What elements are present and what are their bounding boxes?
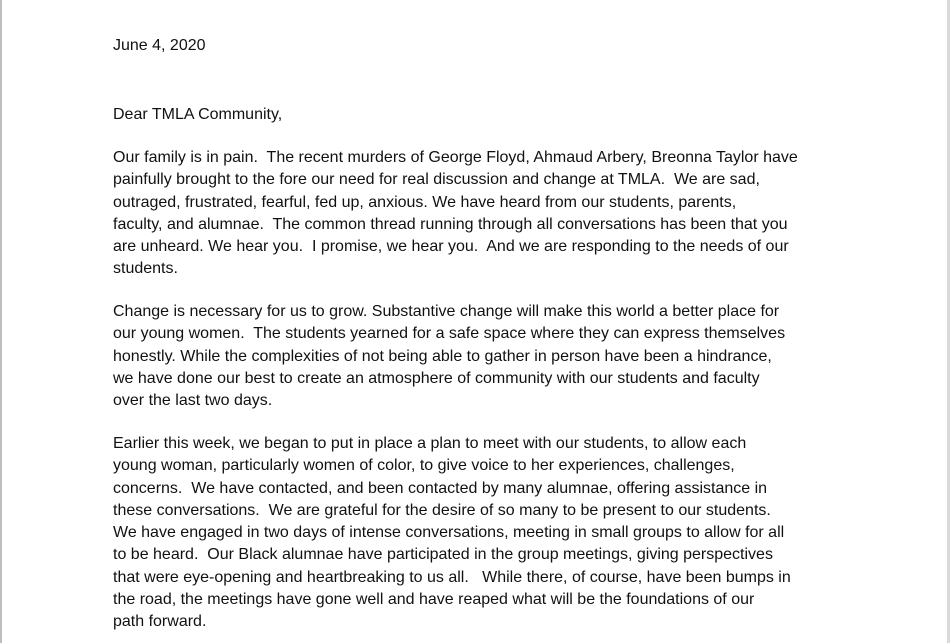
letter-salutation: Dear TMLA Community, (113, 106, 283, 123)
page-left-edge (0, 0, 2, 643)
letter-paragraph-3: Earlier this week, we began to put in place a plan to meet with our students, to allow each young woman, particularly women of color, to give voice to her experiences, challenges, concerns. We have contacted, and been contacted by many alumnae, offering assistance in these conversations. We are grateful for the desire of so many to be present to our students. We have engaged in two days of intense conversations, meeting in small groups to allow for all to be heard. Our Black alumnae have participated in the group meetings, giving perspectives that were eye-opening and heartbreaking to us all. While there, of course, have been bumps in the road, the meetings have gone well and have reaped what will be the foundations of our path forward. (113, 435, 791, 631)
letter-paragraph-1: Our family is in pain. The recent murders of George Floyd, Ahmaud Arbery, Breonna Taylor have painfully brought to the fore our need for real discussion and change at TMLA. We are sad, outraged, frustrated, fearful, fed up, anxious. We have heard from our students, parents, faculty, and alumnae. The common thread running through all conversations has been that you are unheard. We hear you. I promise, we hear you. And we are responding to the needs of our students. (113, 149, 798, 278)
letter-paragraph-2: Change is necessary for us to grow. Substantive change will make this world a better place for our young women. The students yearned for a safe space where they can express themselves honestly. While the complexities of not being able to gather in person have been a hindrance, we have done our best to create an atmosphere of community with our students and faculty over the last two days. (113, 303, 786, 410)
letter-date: June 4, 2020 (113, 37, 206, 54)
